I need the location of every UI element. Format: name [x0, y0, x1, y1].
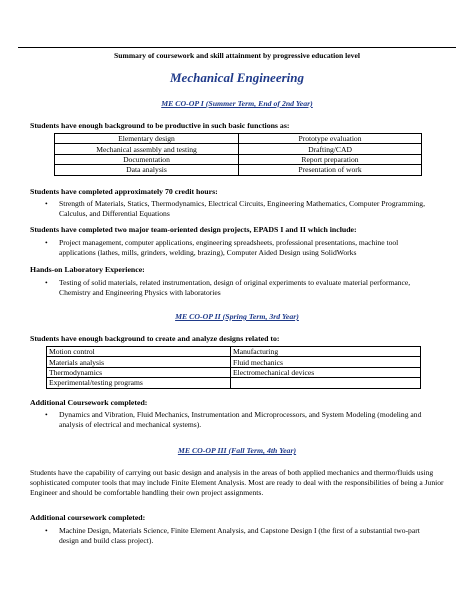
coop1-projects-list [45, 238, 434, 258]
coop1-lab-list [45, 278, 434, 298]
table-cell: Mechanical assembly and testing [55, 144, 239, 154]
table-cell: Prototype evaluation [239, 134, 422, 144]
coop1-lab-heading: Hands-on Laboratory Experience: [30, 265, 145, 274]
table-cell: Materials analysis [47, 357, 231, 367]
bullet-icon: • [45, 199, 48, 208]
table-row [55, 154, 422, 164]
table-cell: Report preparation [239, 154, 422, 164]
table-cell: Thermodynamics [47, 367, 231, 377]
top-rule [18, 47, 456, 48]
table-cell: Drafting/CAD [239, 144, 422, 154]
bullet-icon: • [45, 526, 48, 535]
list-item-text: Machine Design, Materials Science, Finite Element Analysis, and Capstone Design I (the first of a substantial two-part design and build class project). [59, 526, 420, 545]
list-item [45, 526, 434, 546]
coop1-term-heading: ME CO-OP I (Summer Term, End of 2nd Year) [161, 99, 313, 108]
coop2-design-heading: Students have enough background to create and analyze designs related to: [30, 334, 280, 343]
coop2-additional-heading: Additional Coursework completed: [30, 398, 148, 407]
table-row [47, 378, 421, 388]
table-row [55, 165, 422, 175]
table-row [47, 367, 421, 377]
coop1-basic-heading: Students have enough background to be productive in such basic functions as: [30, 121, 290, 130]
coop3-additional-list [45, 526, 434, 546]
table-row [47, 357, 421, 367]
table-row [47, 347, 421, 357]
table-cell: Documentation [55, 154, 239, 164]
coop2-additional-list [45, 410, 434, 430]
table-cell: Data analysis [55, 165, 239, 175]
coop3-additional-heading: Additional coursework completed: [30, 513, 146, 522]
table-cell: Experimental/testing programs [47, 378, 231, 388]
bullet-icon: • [45, 238, 48, 247]
coop1-credits-heading: Students have completed approximately 70 credit hours: [30, 187, 218, 196]
table-cell: Elementary design [55, 134, 239, 144]
bullet-icon: • [45, 278, 48, 287]
list-item-text: Dynamics and Vibration, Fluid Mechanics, Instrumentation and Microprocessors, and System Modeling (modeling and analysis of electrical and mechanical systems). [59, 410, 422, 429]
list-item-text: Strength of Materials, Statics, Thermodynamics, Electrical Circuits, Engineering Mathematics, Computer Programming, Calculus, and Differential Equations [59, 199, 425, 218]
list-item [45, 278, 434, 298]
table-row [55, 144, 422, 154]
list-item [45, 238, 434, 258]
table-row [55, 134, 422, 144]
table-cell: Electromechanical devices [231, 367, 421, 377]
coop1-projects-heading: Students have completed two major team-oriented design projects, EPADS I and II which include: [30, 225, 357, 234]
coop2-term-heading: ME CO-OP II (Spring Term, 3rd Year) [175, 312, 299, 321]
document-header: Summary of coursework and skill attainment by progressive education level [114, 51, 360, 60]
table-cell: Fluid mechanics [231, 357, 421, 367]
coop1-credits-list [45, 199, 434, 219]
table-cell [231, 378, 421, 388]
bullet-icon: • [45, 410, 48, 419]
table-cell: Presentation of work [239, 165, 422, 175]
coop1-basic-functions-table [54, 133, 422, 176]
list-item [45, 410, 434, 430]
coop3-term-heading: ME CO-OP III (Fall Term, 4th Year) [177, 446, 297, 455]
table-cell: Manufacturing [231, 347, 421, 357]
list-item-text: Testing of solid materials, related instrumentation, design of original experiments to evaluate material performance, Chemistry and Engineering Physics with laboratories [59, 278, 411, 297]
coop3-paragraph: Students have the capability of carrying out basic design and analysis in the areas of both applied mechanics and thermo/fluids using sophisticated computer tools that may include Finite Element Analysis. Most are ready to deal with the responsibilities of being a Junior Engineer and should be comfortable handling their own project assignments. [30, 468, 444, 497]
coop2-design-areas-table [46, 346, 421, 389]
table-cell: Motion control [47, 347, 231, 357]
list-item-text: Project management, computer applications, engineering spreadsheets, professional presentations, machine tool applications (lathes, mills, grinders, welding, brazing), Computer Aided Design using SolidWorks [59, 238, 399, 257]
list-item [45, 199, 434, 219]
document-title: Mechanical Engineering [170, 70, 304, 85]
